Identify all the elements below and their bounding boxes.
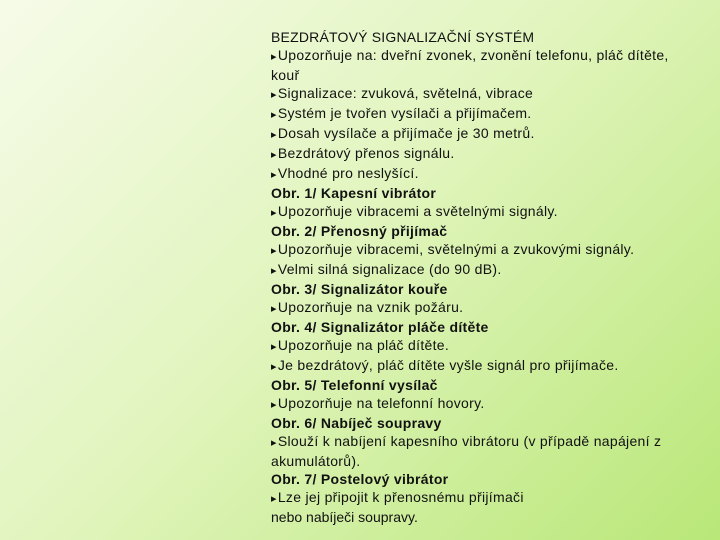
bullet-item: ▸ Upozorňuje vibracemi, světelnými a zvukovými signály.: [271, 240, 691, 260]
bullet-item: ▸ Velmi silná signalizace (do 90 dB).: [271, 260, 691, 280]
bullet-item: ▸ Lze jej připojit k přenosnému přijímači: [271, 488, 691, 508]
slide-text-block: [271, 28, 691, 526]
figure-heading: Obr. 5/ Telefonní vysílač: [271, 377, 438, 393]
bullet-item: ▸ Upozorňuje na vznik požáru.: [271, 298, 691, 318]
bullet-item: ▸ Upozorňuje na telefonní hovory.: [271, 394, 691, 414]
bullet-item: ▸ Upozorňuje vibracemi a světelnými signály.: [271, 202, 691, 222]
bullet-item: ▸ Slouží k nabíjení kapesního vibrátoru (v případě napájení z akumulátorů).: [271, 432, 691, 470]
bullet-item: ▸ Vhodné pro neslyšící.: [271, 164, 691, 184]
bullet-item: ▸ Systém je tvořen vysílači a přijímačem.: [271, 104, 691, 124]
bullet-item: ▸ Dosah vysílače a přijímače je 30 metrů.: [271, 124, 691, 144]
figure-heading: Obr. 3/ Signalizátor kouře: [271, 281, 448, 297]
bullet-item: ▸ Upozorňuje na: dveřní zvonek, zvonění telefonu, pláč dítěte, kouř: [271, 46, 691, 84]
figure-heading: Obr. 2/ Přenosný přijímač: [271, 223, 448, 239]
slide-title: BEZDRÁTOVÝ SIGNALIZAČNÍ SYSTÉM: [271, 29, 535, 45]
figure-heading: Obr. 6/ Nabíječ soupravy: [271, 415, 442, 431]
figure-heading: Obr. 7/ Postelový vibrátor: [271, 471, 449, 487]
content-lines: [271, 46, 691, 526]
figure-heading: Obr. 4/ Signalizátor pláče dítěte: [271, 319, 489, 335]
figure-heading: Obr. 1/ Kapesní vibrátor: [271, 185, 437, 201]
text-line: nebo nabíječi soupravy.: [271, 509, 418, 525]
bullet-item: ▸ Bezdrátový přenos signálu.: [271, 144, 691, 164]
bullet-item: ▸ Signalizace: zvuková, světelná, vibrace: [271, 84, 691, 104]
bullet-item: ▸ Je bezdrátový, pláč dítěte vyšle signál pro přijímače.: [271, 356, 691, 376]
bullet-item: ▸ Upozorňuje na pláč dítěte.: [271, 336, 691, 356]
